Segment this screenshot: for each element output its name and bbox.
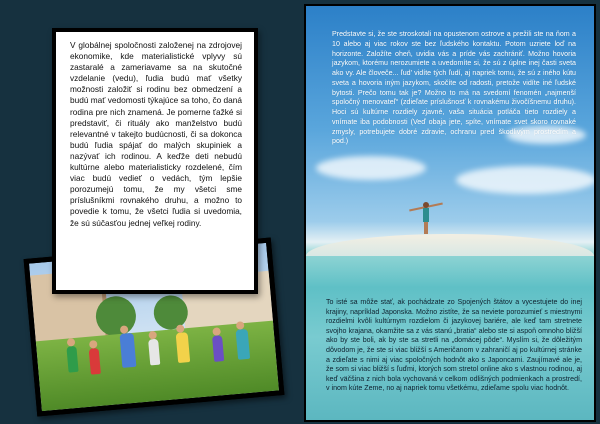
sandbar bbox=[306, 234, 594, 256]
right-top-paragraph: Predstavte si, že ste stroskotali na opustenom ostrove a prežili ste na ňom a 10 alebo aj viac rokov ste bez ľudského kontaktu. Potom uzriete loď na horizonte. Založíte oheň, uvidia vás a príde vás zachrániť. Možno hovoria jazykom, ktorému nerozumiete a uvedomíte si, že sú z úplne inej časti sveta ako vy. Ale človeče... ľud' vidíte tých ľudí, aj napriek tomu, že sú z iného kútu sveta a hovoria iným jazykom, skočíte od radosti, pretože vidíte iné ľudské bytosti. Prečo tomu tak je? Možno to má na svedomí fenomén „najmenší spoločný menovateľ“ (zdieľate príslušnosť k rovnakému živočíšnemu druhu). Hoci sú kultúrne rozdiely zjavné, vaša situácia potláča tieto rozdiely a vnímate iba podobnosti (Veď obaja jete, spíte, vnímate svet skoro rovnaké zmysly, potrebujete dobré zdravie, ochranu pred škodlivým prostredím a pod.) bbox=[332, 30, 576, 146]
left-paragraph: V globálnej spoločnosti založenej na zdrojovej ekonomike, kde materialistické vplyvy sú zastaralé a zameriavame sa na skutočné vzdelanie (vedu), ľudia budú mať všetky možnosti založiť si rodinu bez obmedzení a budú mať vedomosti týkajúce sa toho, čo daná rodina pre nich znamená. Je pomerne ťažké si predstaviť, či rituály ako manželstvo budú relevantné v takejto budúcnosti, či sa dokonca budú ľudia spájať do malých skupiniek a nazývať ich rodinou. A keďže deti nebudú kultúrne alebo materialisticky rozdelené, čím viac budú vedieť o vedách, tým lepšie porozumejú tomu, že my všetci sme príslušníkmi rovnakého druhu, a možno to povedie k tomu, že všetci ľudia si uvedomia, že sú súčasťou jednej veľkej rodiny. bbox=[70, 40, 242, 228]
right-bottom-paragraph: To isté sa môže stať, ak pochádzate zo Spojených štátov a vycestujete do inej krajiny, napríklad Japonska. Možno zistíte, že sa neviete porozumieť s miestnymi rozdielmi kvôli kultúrnym rozdielom či jazykovej bariére, ale keď tam stretnete svojho krajana, okamžite sa z vás stanú „bratia“ alebo ste si aspoň omnoho bližší ako by ste boli, ak by ste sa stretli na „domácej pôde“. Myslím si, že dôležitým dôvodom je, že ste si viac bližší s Američanom v zahraničí aj po kultúrnej stránke a zdieľate s nimi aj viac spoločných hodnôt ako s Japoncami. Zaujímavé ale je, že som si viac bližší s ľuďmi, ktorých som stretol online ako s vlastnou rodinou, aj keď väčšina z nich bola vychovaná v celkom odlišných podmienkach a prostredí, v inom kúte Zeme, no aj napriek tomu všetkému, zdieľame spolu viac hodnôt. bbox=[326, 298, 582, 393]
left-text-card bbox=[52, 28, 258, 294]
beach-photo-page bbox=[304, 4, 596, 422]
person-on-beach bbox=[421, 202, 431, 234]
